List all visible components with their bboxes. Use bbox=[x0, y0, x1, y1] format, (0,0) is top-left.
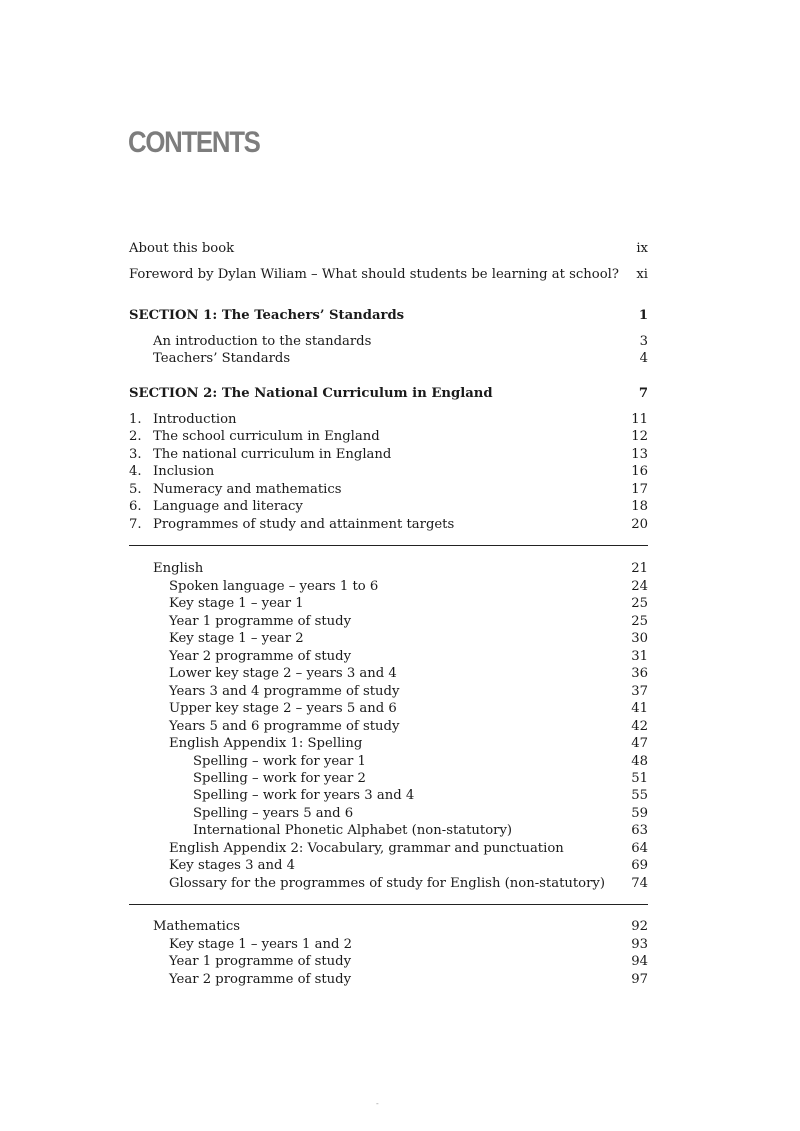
toc-entry-about[interactable] bbox=[129, 240, 648, 257]
toc-entry[interactable] bbox=[129, 822, 648, 839]
toc-entry-page: 11 bbox=[631, 412, 648, 427]
toc-entry-title: Inclusion bbox=[153, 464, 215, 479]
toc-entry[interactable] bbox=[129, 578, 648, 595]
toc-entry-title: Mathematics bbox=[153, 919, 241, 934]
toc-entry-page: 94 bbox=[631, 954, 648, 969]
section-title: SECTION 1: The Teachers’ Standards bbox=[129, 308, 405, 323]
toc-entry-title: About this book bbox=[129, 241, 235, 256]
numbered-toc-entry[interactable] bbox=[129, 428, 648, 445]
toc-entry[interactable] bbox=[129, 630, 648, 647]
toc-entry-page: 16 bbox=[631, 464, 648, 479]
toc-entry[interactable] bbox=[129, 953, 648, 970]
toc-entry-title: Year 2 programme of study bbox=[169, 972, 352, 987]
toc-entry[interactable] bbox=[129, 875, 648, 892]
toc-entry[interactable] bbox=[129, 648, 648, 665]
numbered-toc-entry[interactable] bbox=[129, 481, 648, 498]
toc-entry-page: 48 bbox=[631, 754, 648, 769]
toc-entry-title: Spelling – work for year 1 bbox=[193, 754, 366, 769]
toc-entry-page: 55 bbox=[631, 788, 648, 803]
entry-number: 5. bbox=[129, 482, 142, 497]
toc-entry[interactable] bbox=[129, 787, 648, 804]
section-2-heading[interactable] bbox=[129, 385, 648, 402]
toc-entry[interactable] bbox=[129, 840, 648, 857]
toc-entry-page: 30 bbox=[631, 631, 648, 646]
toc-entry-page: 69 bbox=[631, 858, 648, 873]
subject-heading-english[interactable] bbox=[129, 560, 648, 577]
entry-number: 1. bbox=[129, 412, 142, 427]
toc-entry-page: ix bbox=[636, 241, 648, 256]
entry-number: 6. bbox=[129, 499, 142, 514]
toc-entry-title: Introduction bbox=[153, 412, 237, 427]
toc-entry-page: 41 bbox=[631, 701, 648, 716]
toc-entry-title: Teachers’ Standards bbox=[153, 351, 291, 366]
toc-entry-page: 4 bbox=[639, 351, 648, 366]
toc-entry-page: 3 bbox=[639, 334, 648, 349]
toc-entry-page: 47 bbox=[631, 736, 648, 751]
toc-entry-title: Glossary for the programmes of study for English (non-statutory) bbox=[169, 876, 606, 891]
toc-entry-page: 93 bbox=[631, 937, 648, 952]
section-title: SECTION 2: The National Curriculum in England bbox=[129, 386, 493, 401]
toc-entry-page: 25 bbox=[631, 596, 648, 611]
toc-entry[interactable] bbox=[129, 718, 648, 735]
toc-entry-title: Spelling – work for year 2 bbox=[193, 771, 366, 786]
toc-entry-foreword[interactable] bbox=[129, 266, 648, 283]
toc-entry-title: Language and literacy bbox=[153, 499, 303, 514]
entry-number: 7. bbox=[129, 517, 142, 532]
divider-rule bbox=[129, 904, 648, 905]
toc-entry-title: Lower key stage 2 – years 3 and 4 bbox=[169, 666, 397, 681]
toc-entry[interactable] bbox=[129, 333, 648, 350]
toc-entry-title: Spelling – work for years 3 and 4 bbox=[193, 788, 415, 803]
toc-entry[interactable] bbox=[129, 700, 648, 717]
toc-entry-page: 24 bbox=[631, 579, 648, 594]
toc-entry[interactable] bbox=[129, 665, 648, 682]
toc-entry-page: 42 bbox=[631, 719, 648, 734]
numbered-toc-entry[interactable] bbox=[129, 516, 648, 533]
toc-entry-page: 18 bbox=[631, 499, 648, 514]
toc-entry-page: xi bbox=[636, 267, 648, 282]
entry-number: 4. bbox=[129, 464, 142, 479]
toc-entry[interactable] bbox=[129, 613, 648, 630]
toc-entry-page: 21 bbox=[631, 561, 648, 576]
toc-entry-page: 92 bbox=[631, 919, 648, 934]
numbered-toc-entry[interactable] bbox=[129, 463, 648, 480]
toc-entry-page: 74 bbox=[631, 876, 648, 891]
toc-entry-title: Years 3 and 4 programme of study bbox=[169, 684, 400, 699]
toc-entry-page: 12 bbox=[631, 429, 648, 444]
toc-entry-title: English bbox=[153, 561, 204, 576]
footer-mark: - bbox=[376, 1099, 379, 1108]
toc-entry-page: 36 bbox=[631, 666, 648, 681]
toc-entry-title: Spoken language – years 1 to 6 bbox=[169, 579, 379, 594]
toc-entry[interactable] bbox=[129, 971, 648, 988]
entry-number: 2. bbox=[129, 429, 142, 444]
toc-entry-page: 13 bbox=[631, 447, 648, 462]
toc-entry-title: Upper key stage 2 – years 5 and 6 bbox=[169, 701, 397, 716]
toc-entry-title: Numeracy and mathematics bbox=[153, 482, 342, 497]
section-page: 1 bbox=[638, 308, 648, 323]
toc-entry-page: 31 bbox=[631, 649, 648, 664]
toc-entry-title: Year 2 programme of study bbox=[169, 649, 352, 664]
toc-entry-page: 51 bbox=[631, 771, 648, 786]
numbered-toc-entry[interactable] bbox=[129, 498, 648, 515]
toc-entry[interactable] bbox=[129, 683, 648, 700]
toc-entry-page: 63 bbox=[631, 823, 648, 838]
toc-entry-title: Year 1 programme of study bbox=[169, 954, 352, 969]
toc-entry[interactable] bbox=[129, 753, 648, 770]
divider-rule bbox=[129, 545, 648, 546]
toc-entry-title: Foreword by Dylan Wiliam – What should students be learning at school? bbox=[129, 267, 619, 282]
toc-entry-page: 17 bbox=[631, 482, 648, 497]
toc-entry-title: English Appendix 2: Vocabulary, grammar and punctuation bbox=[169, 841, 564, 856]
toc-entry-title: Spelling – years 5 and 6 bbox=[193, 806, 354, 821]
toc-entry-page: 97 bbox=[631, 972, 648, 987]
toc-entry[interactable] bbox=[129, 805, 648, 822]
toc-entry[interactable] bbox=[129, 857, 648, 874]
subject-heading-mathematics[interactable] bbox=[129, 918, 648, 935]
toc-entry-title: The national curriculum in England bbox=[153, 447, 392, 462]
toc-entry-title: The school curriculum in England bbox=[153, 429, 380, 444]
toc-entry-title: Key stage 1 – years 1 and 2 bbox=[169, 937, 353, 952]
toc-entry-page: 37 bbox=[631, 684, 648, 699]
toc-entry-title: Year 1 programme of study bbox=[169, 614, 352, 629]
toc-entry-page: 25 bbox=[631, 614, 648, 629]
toc-entry-title: Key stage 1 – year 1 bbox=[169, 596, 304, 611]
toc-entry-page: 64 bbox=[631, 841, 648, 856]
toc-entry[interactable] bbox=[129, 595, 648, 612]
numbered-toc-entry[interactable] bbox=[129, 411, 648, 428]
toc-entry-title: Key stage 1 – year 2 bbox=[169, 631, 304, 646]
toc-entry-page: 20 bbox=[631, 517, 648, 532]
toc-entry-title: Years 5 and 6 programme of study bbox=[169, 719, 400, 734]
numbered-toc-entry[interactable] bbox=[129, 446, 648, 463]
toc-entry[interactable] bbox=[129, 936, 648, 953]
entry-number: 3. bbox=[129, 447, 142, 462]
toc-entry-title: Programmes of study and attainment targets bbox=[153, 517, 455, 532]
section-1-heading[interactable] bbox=[129, 307, 648, 324]
toc-entry[interactable] bbox=[129, 735, 648, 752]
section-page: 7 bbox=[638, 386, 648, 401]
toc-entry-page: 59 bbox=[631, 806, 648, 821]
toc-entry-title: Key stages 3 and 4 bbox=[169, 858, 296, 873]
toc-entry[interactable] bbox=[129, 770, 648, 787]
toc-entry[interactable] bbox=[129, 350, 648, 367]
toc-entry-title: An introduction to the standards bbox=[153, 334, 372, 349]
page-title: CONTENTS bbox=[128, 126, 260, 159]
toc-entry-title: International Phonetic Alphabet (non-statutory) bbox=[193, 823, 513, 838]
toc-entry-title: English Appendix 1: Spelling bbox=[169, 736, 363, 751]
